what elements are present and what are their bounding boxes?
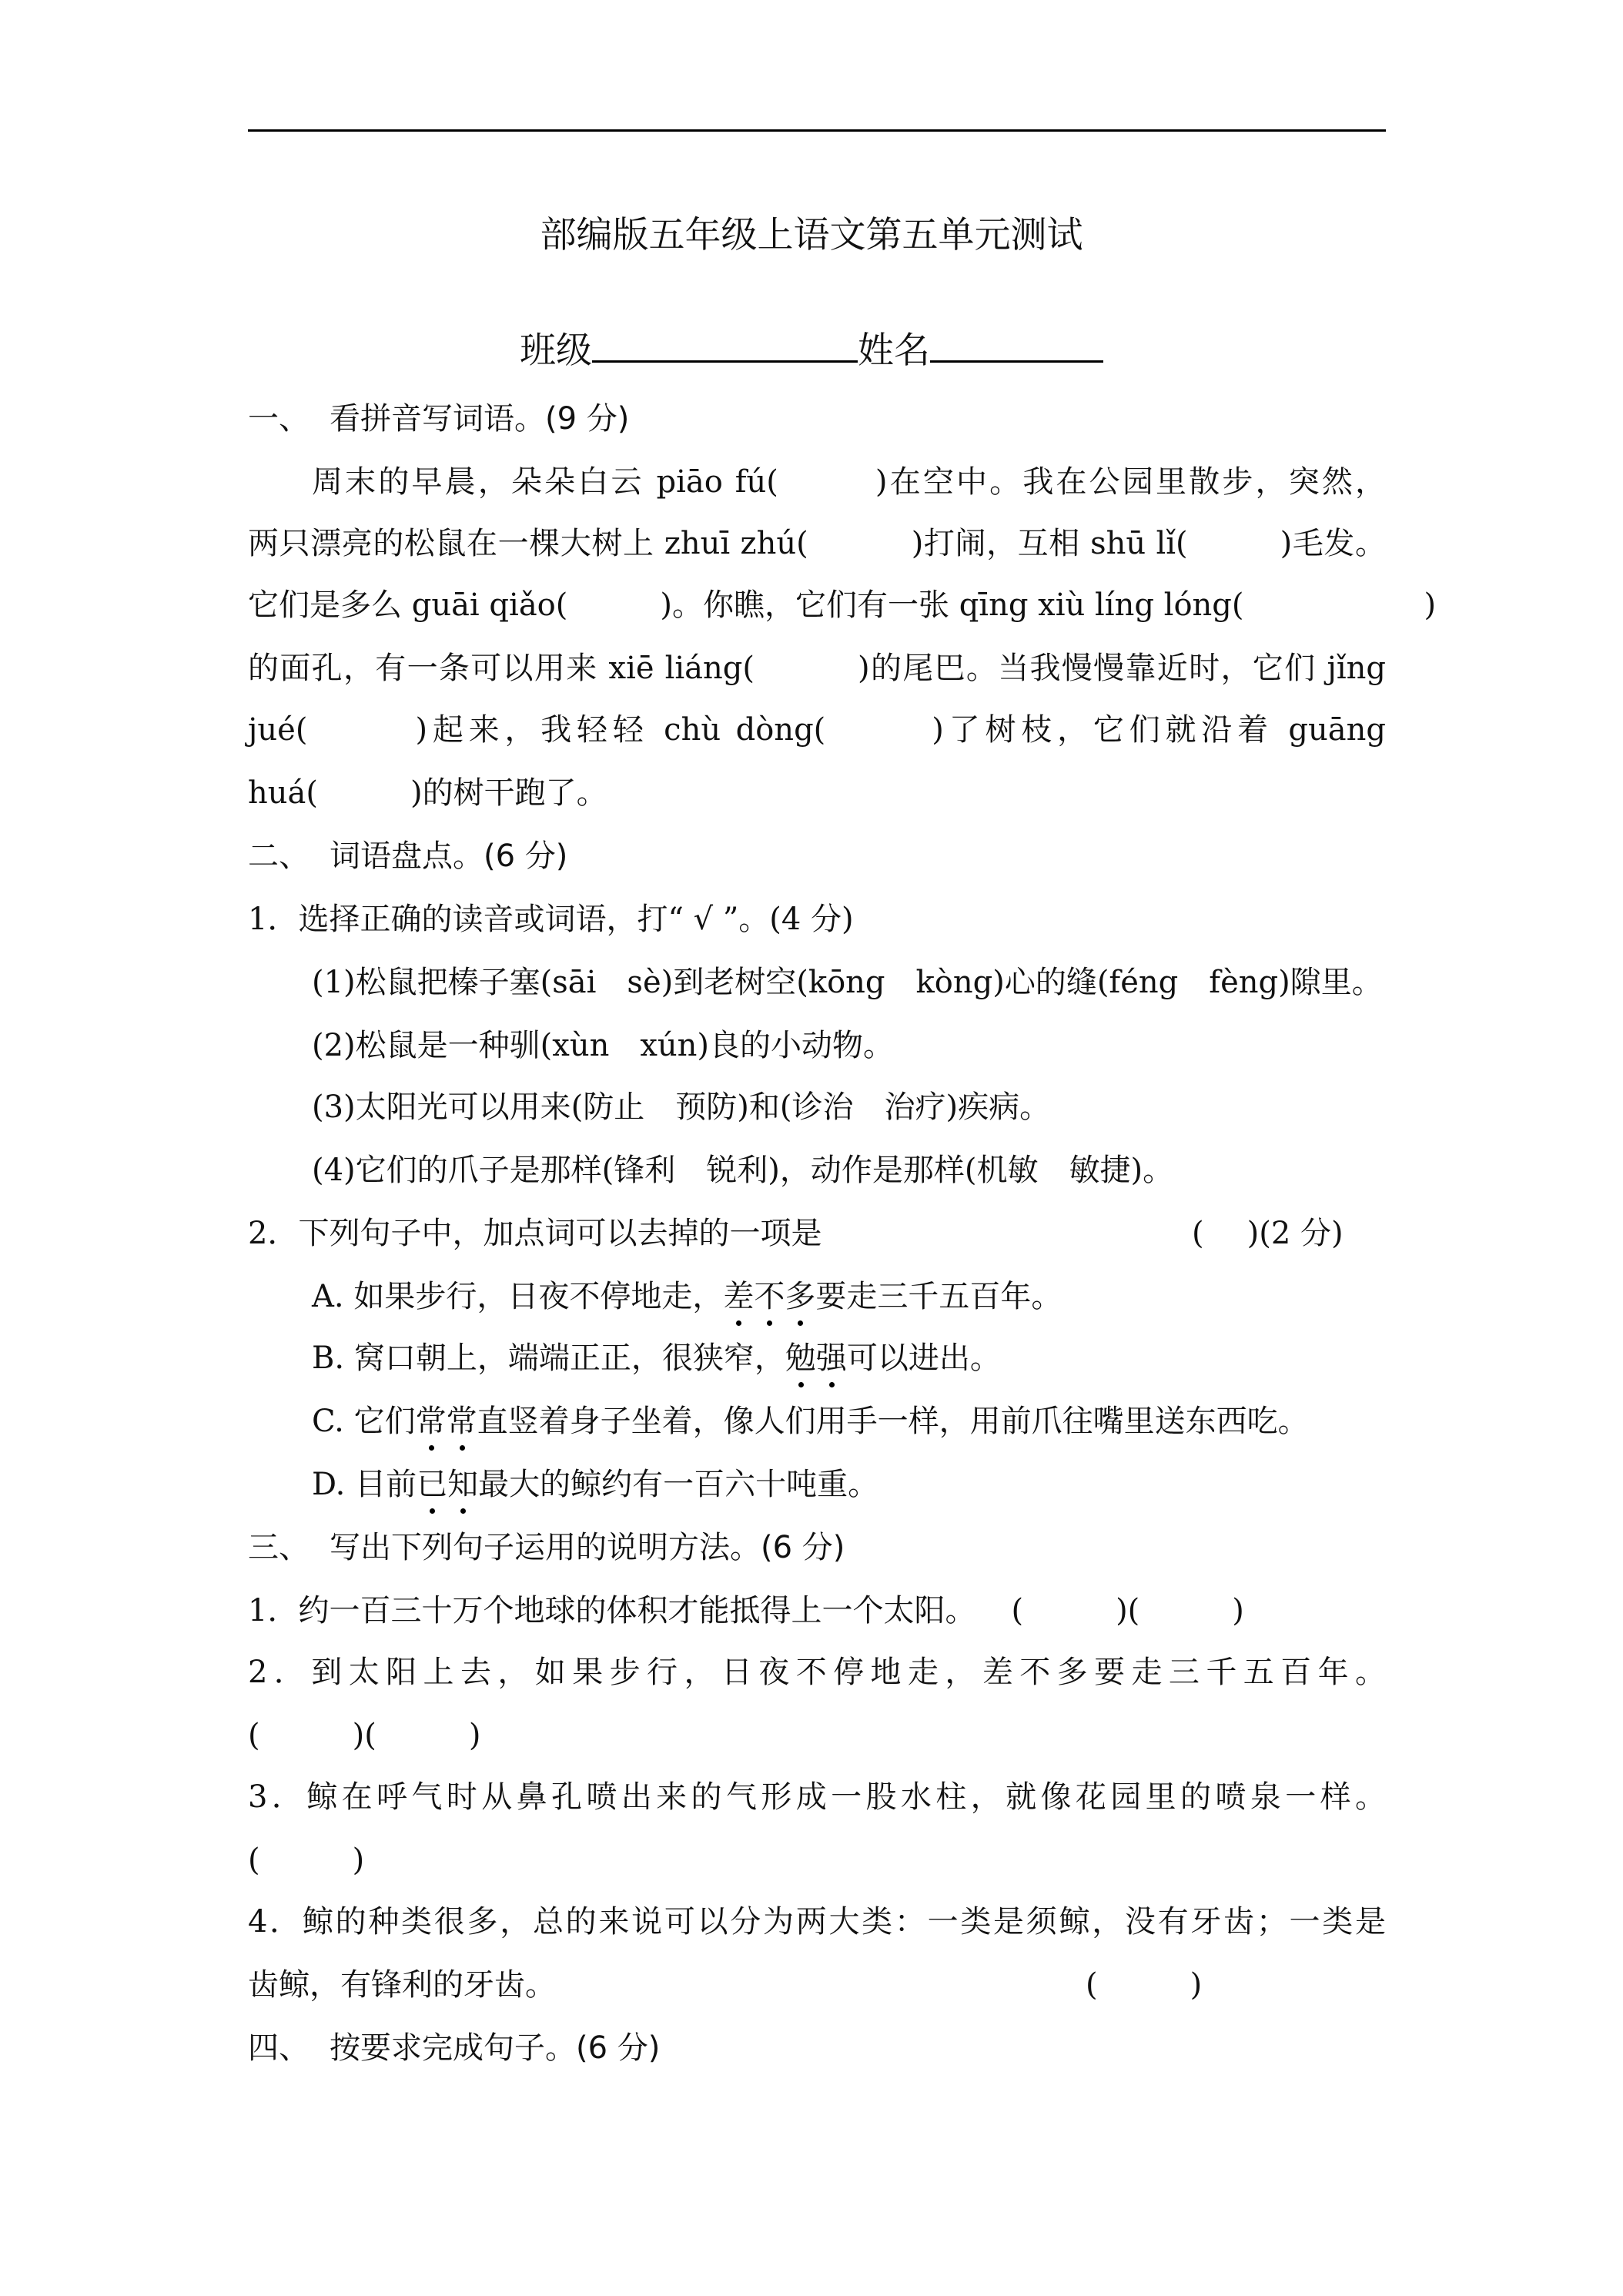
dotted-char: 多 <box>785 1274 815 1320</box>
pinyin-line-2: 两只漂亮的松鼠在一棵大树上 zhuī zhú( )打闹，互相 shū lǐ( )毛发。 <box>248 526 1387 561</box>
choice-item[interactable]: (3)太阳光可以用来(防止 预防)和(诊治 治疗)疾病。 <box>312 1089 1051 1125</box>
section-2-heading <box>248 833 567 879</box>
page-title: 部编版五年级上语文第五单元测试 <box>540 214 1083 256</box>
question-3-1: 1．约一百三十万个地球的体积才能抵得上一个太阳。 ( )( ) <box>248 1593 1244 1628</box>
section-title: 写出下列句子运用的说明方法。(6 分) <box>330 1530 845 1565</box>
student-info <box>0 322 1623 377</box>
section-number: 二、 <box>248 838 310 874</box>
choice-item[interactable]: (4)它们的爪子是那样(锋利 锐利)，动作是那样(机敏 敏捷)。 <box>312 1153 1174 1188</box>
answer-parens: ( )( ) <box>248 1718 481 1753</box>
question-3-3: 3．鲸在呼气时从鼻孔喷出来的气形成一股水柱，就像花园里的喷泉一样。 <box>248 1779 1386 1815</box>
section-title: 看拼音写词语。(9 分) <box>330 401 630 437</box>
dotted-char: 不 <box>754 1274 785 1320</box>
dotted-char: 差 <box>723 1274 754 1320</box>
pinyin-line-1: 周末的早晨，朵朵白云 piāo fú( )在空中。我在公园里散步，突然， <box>312 464 1387 500</box>
section-1-heading <box>248 396 629 442</box>
option-b[interactable]: B. 窝口朝上，端端正正，很狭窄，勉强可以进出。 <box>312 1335 1001 1381</box>
question-2-2: 2．下列句子中，加点词可以去掉的一项是 <box>248 1216 822 1251</box>
pinyin-line-3: 它们是多么 guāi qiǎo( )。你瞧，它们有一张 qīng xiù líng lóng( ) <box>248 587 1437 623</box>
choice-item[interactable]: (1)松鼠把榛子塞(sāi sè)到老树空(kōng kòng)心的缝(féng fèng)隙里。 <box>312 965 1383 1000</box>
answer-parens: ( ) <box>1086 1967 1203 2003</box>
dotted-char: 勉 <box>785 1335 816 1381</box>
question-3-4: 4．鲸的种类很多，总的来说可以分为两大类：一类是须鲸，没有牙齿；一类是 <box>248 1904 1386 1940</box>
option-c[interactable]: C. 它们常常直竖着身子坐着，像人们用手一样，用前爪往嘴里送东西吃。 <box>312 1398 1309 1444</box>
section-number: 三、 <box>248 1530 310 1565</box>
question-3-4-cont: 齿鲸，有锋利的牙齿。 <box>248 1967 556 2003</box>
dotted-char: 强 <box>816 1335 847 1381</box>
header-rule <box>248 129 1386 132</box>
name-blank[interactable] <box>930 322 1103 363</box>
section-number: 四、 <box>248 2030 310 2066</box>
section-title: 按要求完成句子。(6 分) <box>330 2030 661 2066</box>
choice-item[interactable]: (2)松鼠是一种驯(xùn xún)良的小动物。 <box>312 1028 895 1063</box>
pinyin-line-5: jué( )起来，我轻轻 chù dòng( )了树枝，它们就沿着 guāng <box>248 712 1386 748</box>
class-blank[interactable] <box>592 322 858 363</box>
dotted-char: 知 <box>447 1461 478 1508</box>
option-a[interactable]: A. 如果步行，日夜不停地走，差不多要走三千五百年。 <box>312 1274 1062 1320</box>
dotted-char: 常 <box>447 1398 477 1444</box>
section-3-heading <box>248 1525 845 1571</box>
question-3-2: 2．到太阳上去，如果步行，日夜不停地走，差不多要走三千五百年。 <box>248 1655 1386 1690</box>
name-label: 姓名 <box>858 330 930 372</box>
answer-paren[interactable]: ( )(2 分) <box>1192 1216 1344 1251</box>
dotted-char: 常 <box>416 1398 447 1444</box>
section-4-heading <box>248 2025 660 2071</box>
section-number: 一、 <box>248 401 310 437</box>
dotted-char: 已 <box>417 1461 447 1508</box>
question-2-1: 1．选择正确的读音或词语，打“ √ ”。(4 分) <box>248 902 854 937</box>
section-title: 词语盘点。(6 分) <box>330 838 568 874</box>
pinyin-line-6: huá( )的树干跑了。 <box>248 775 607 811</box>
answer-parens: ( ) <box>248 1842 365 1878</box>
pinyin-line-4: 的面孔，有一条可以用来 xiē liáng( )的尾巴。当我慢慢靠近时，它们 jǐng <box>248 651 1387 686</box>
option-d[interactable]: D. 目前已知最大的鲸约有一百六十吨重。 <box>312 1461 878 1508</box>
class-label: 班级 <box>520 330 592 372</box>
